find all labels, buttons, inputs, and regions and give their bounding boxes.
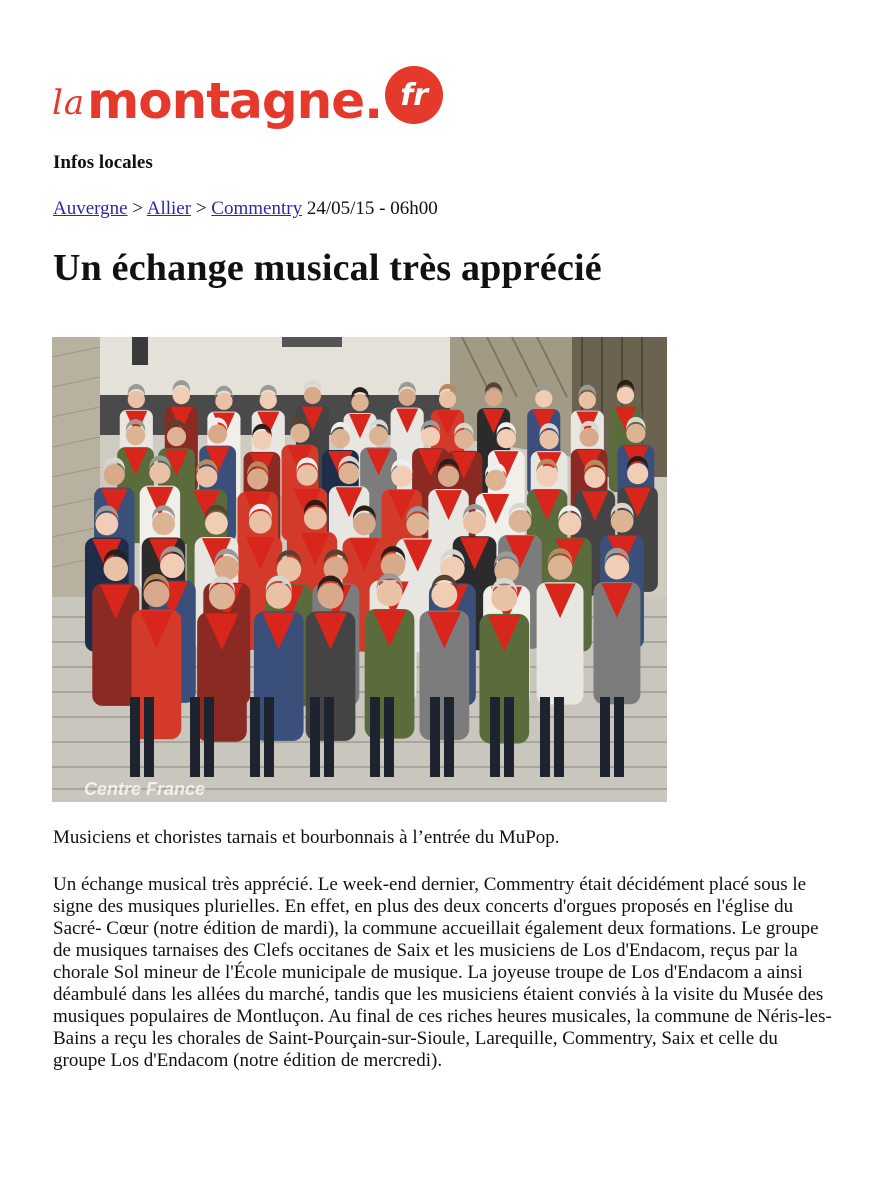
breadcrumb	[53, 198, 438, 220]
photo-caption: Musiciens et choristes tarnais et bourbonnais à l’entrée du MuPop.	[53, 827, 560, 848]
article-date: 24/05/15 - 06h00	[306, 198, 438, 219]
article-title: Un échange musical très apprécié	[53, 247, 602, 289]
logo-tld-badge: fr	[385, 66, 443, 124]
breadcrumb-commentry[interactable]: Commentry	[211, 198, 303, 219]
breadcrumb-separator: >	[132, 198, 144, 219]
logo-dot: .	[364, 72, 384, 130]
logo-name: montagne	[87, 72, 365, 130]
breadcrumb-allier[interactable]: Allier	[146, 198, 192, 219]
site-logo[interactable]	[52, 64, 443, 128]
article-photo	[52, 337, 667, 802]
breadcrumb-separator: >	[195, 198, 207, 219]
photo-credit: Centre France	[84, 779, 206, 799]
logo-prefix: la	[52, 83, 86, 123]
section-label: Infos locales	[53, 152, 153, 173]
article-body: Un échange musical très apprécié. Le week-end dernier, Commentry était décidément placé sous le signe des musiques plurielles. En effet, en plus des deux concerts d'orgues proposés en l'église du Sacré- Cœur (notre édition de mardi), la commune accueillait également deux formations. Le groupe de musiques tarnaises des Clefs occitanes de Saix et les musiciens de Los d'Endacom, reçus par la chorale Sol mineur de l'École municipale de musique. La joyeuse troupe de Los d'Endacom a ainsi déambulé dans les allées du marché, tandis que les musiciens étaient conviés à la visite du Musée des musiques populaires de Montluçon. Au final de ces riches heures musicales, la commune de Néris-les-Bains a reçu les chorales de Saint-Pourçain-sur-Sioule, Larequille, Commentry, Saix et celle du groupe Los d'Endacom (notre édition de mercredi).	[53, 874, 832, 1071]
breadcrumb-auvergne[interactable]: Auvergne	[53, 198, 128, 219]
